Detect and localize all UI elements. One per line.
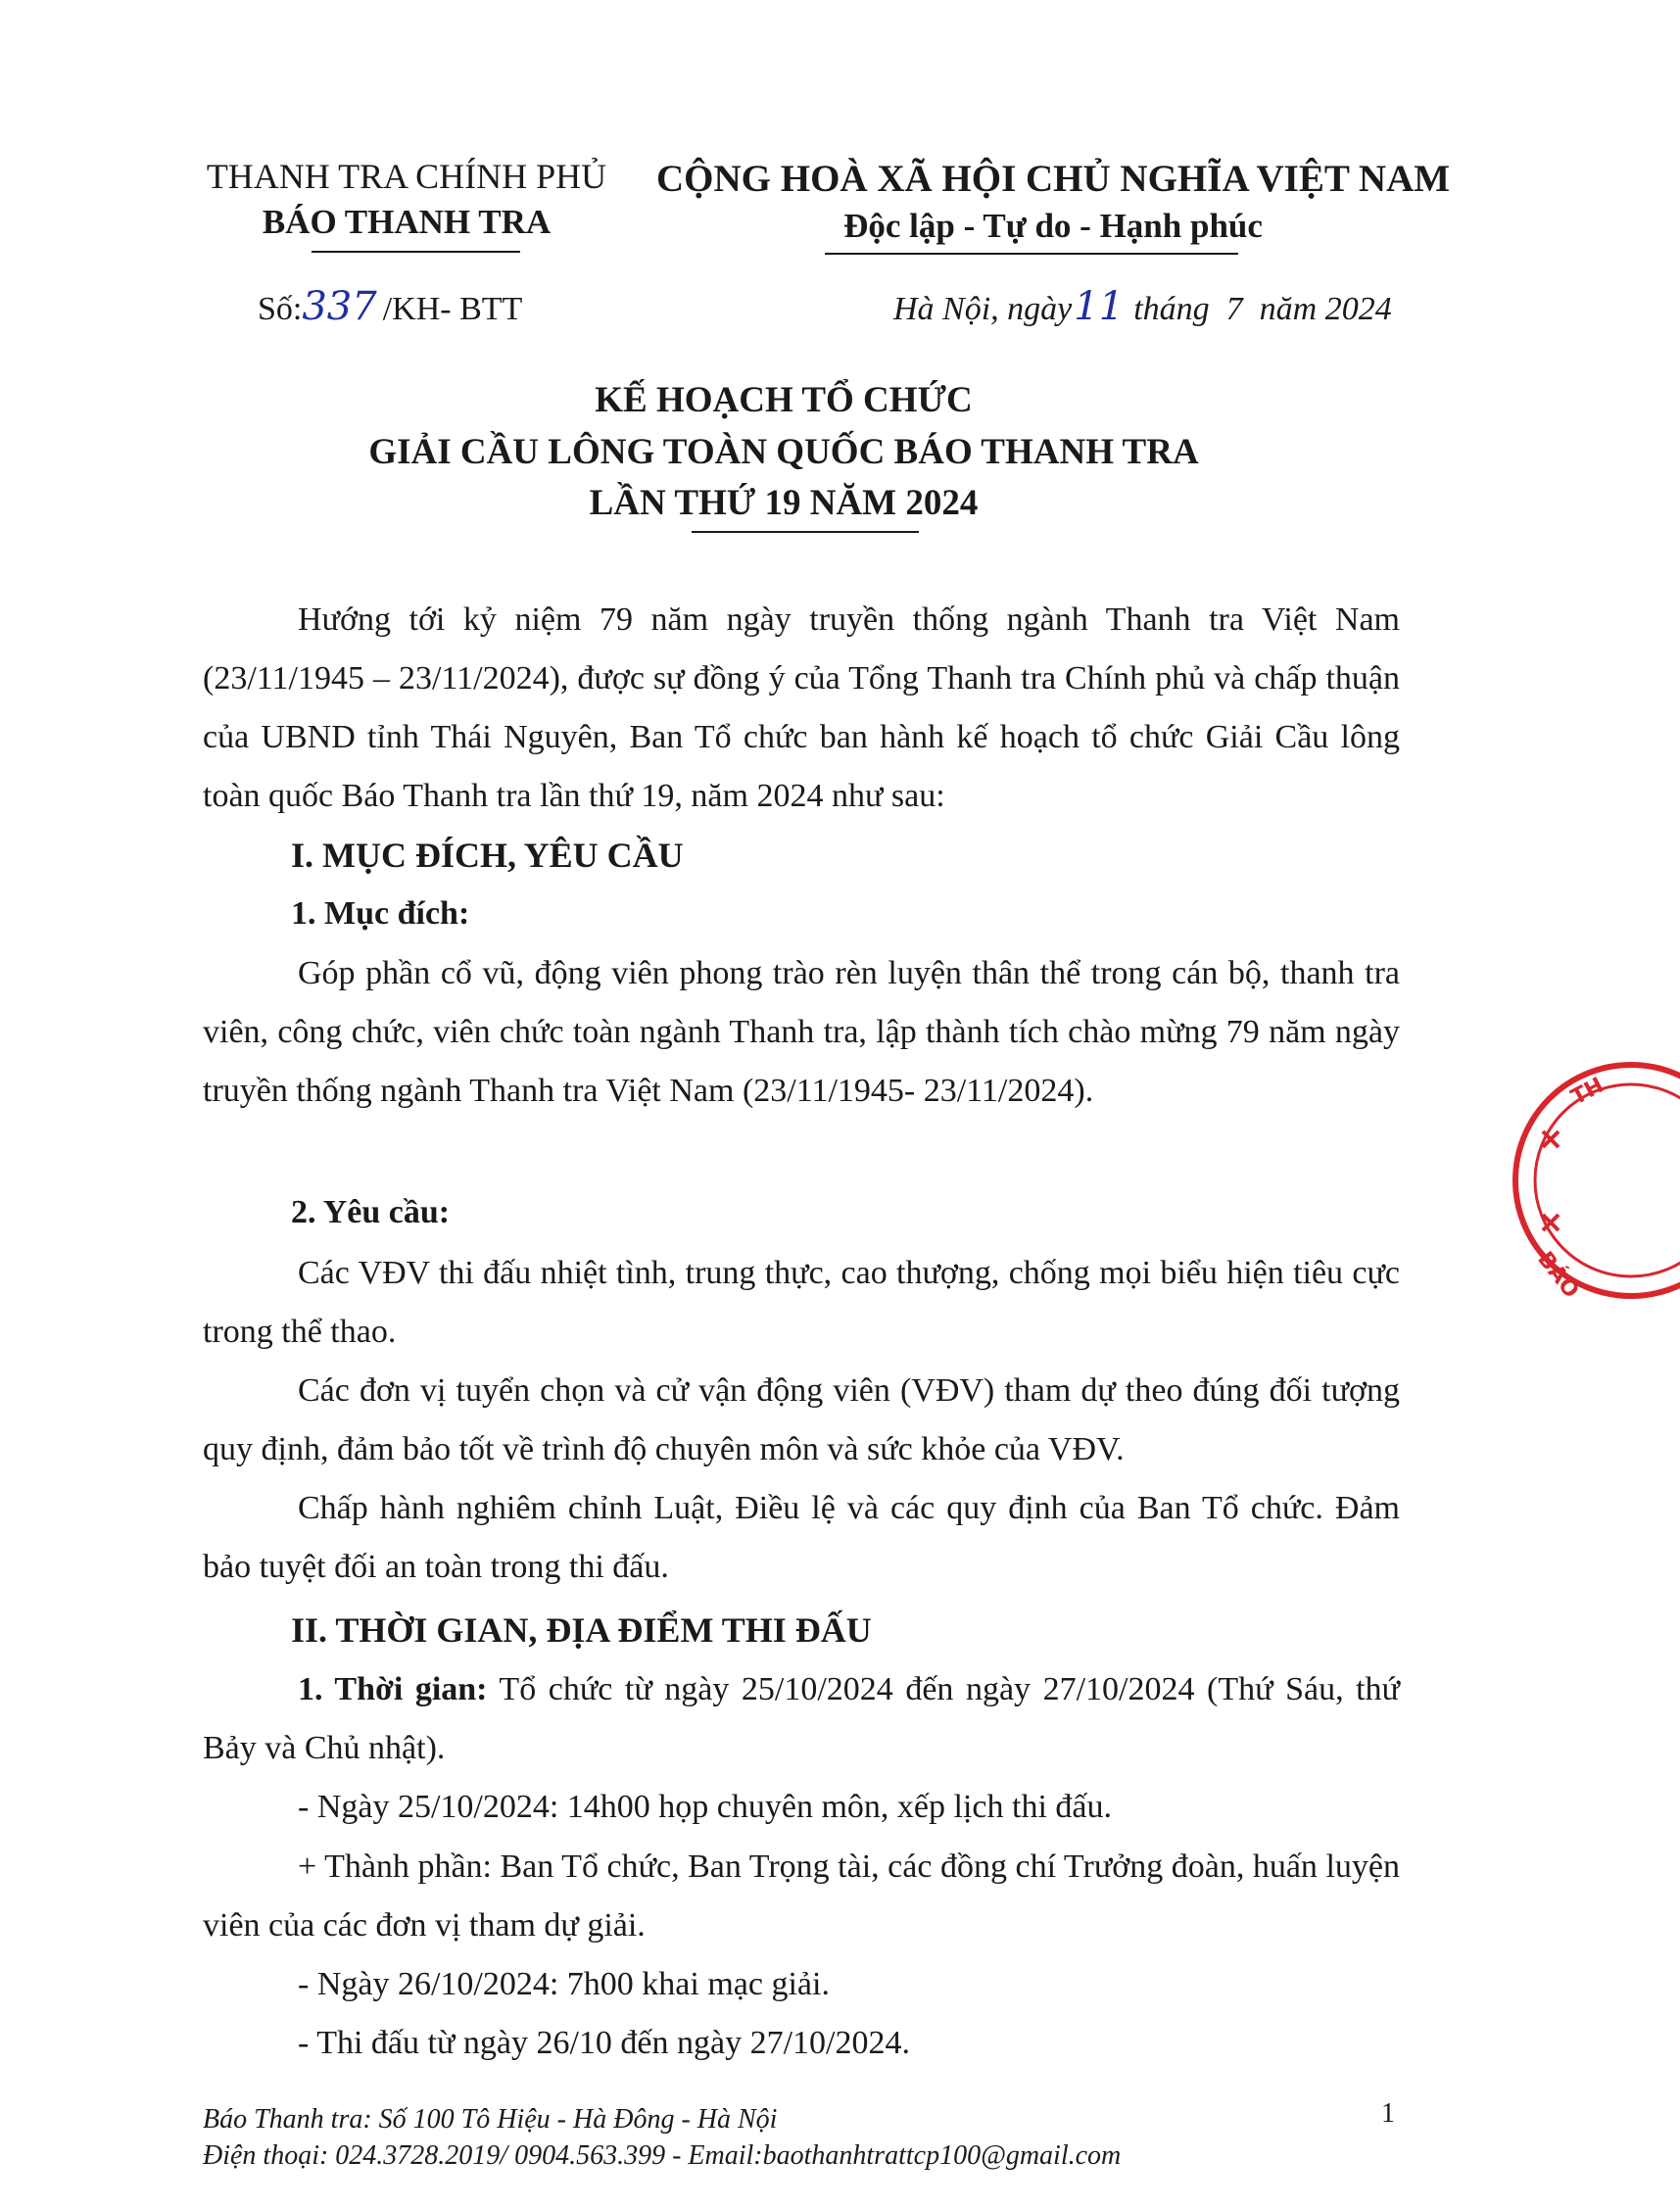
- footer-contact: Điện thoại: 024.3728.2019/ 0904.563.399 - Email:baothanhtrattcp100@gmail.com: [203, 2140, 1122, 2171]
- doc-title-line2: GIẢI CẦU LÔNG TOÀN QUỐC BÁO THANH TRA: [368, 432, 1199, 472]
- page-number: 1: [1381, 2098, 1395, 2129]
- purpose-heading: 1. Mục đích:: [291, 895, 470, 932]
- doc-number-handwritten: 337: [302, 284, 377, 329]
- time-item-3: - Ngày 26/10/2024: 7h00 khai mạc giải.: [298, 1966, 830, 2002]
- document-number: [258, 284, 522, 329]
- time-label: 1. Thời gian:: [298, 1671, 488, 1707]
- doc-number-prefix: Số:: [258, 291, 303, 327]
- doc-title-line3: LẦN THỨ 19 NĂM 2024: [589, 483, 979, 523]
- requirement-paragraph-1: Các VĐV thi đấu nhiệt tình, trung thực, cao thượng, chống mọi biểu hiện tiêu cực trong thể thao.: [203, 1255, 1400, 1350]
- seal-stamp-icon: [1504, 1058, 1680, 1303]
- agency-parent: THANH TRA CHÍNH PHỦ: [206, 157, 607, 196]
- nation-motto: Độc lập - Tự do - Hạnh phúc: [843, 207, 1263, 245]
- doc-number-suffix: /KH- BTT: [382, 291, 523, 327]
- agency-name: BÁO THANH TRA: [262, 203, 552, 241]
- date-day-handwritten: 11: [1074, 284, 1125, 329]
- date-prefix: Hà Nội, ngày: [893, 291, 1073, 327]
- time-text: Tổ chức từ ngày 25/10/2024 đến ngày 27/10/2024 (Thứ Sáu, thứ Bảy và Chủ nhật).: [203, 1671, 1400, 1766]
- purpose-paragraph: Góp phần cổ vũ, động viên phong trào rèn luyện thân thể trong cán bộ, thanh tra viên, công chức, viên chức toàn ngành Thanh tra, lập thành tích chào mừng 79 năm ngày truyền thống ngành Thanh tra Việt Nam (23/11/1945- 23/11/2024).: [203, 955, 1400, 1109]
- motto-underline: [825, 253, 1238, 255]
- section1-heading: I. MỤC ĐÍCH, YÊU CẦU: [291, 836, 684, 875]
- time-item-2: + Thành phần: Ban Tổ chức, Ban Trọng tài, các đồng chí Trưởng đoàn, huấn luyện viên của các đơn vị tham dự giải.: [203, 1848, 1400, 1944]
- svg-text:BÁO: BÁO: [1532, 1247, 1584, 1304]
- doc-title-line1: KẾ HOẠCH TỔ CHỨC: [595, 380, 973, 420]
- time-item-1: - Ngày 25/10/2024: 14h00 họp chuyên môn, xếp lịch thi đấu.: [298, 1789, 1112, 1825]
- svg-text:TH: TH: [1567, 1073, 1608, 1111]
- agency-underline: [312, 251, 520, 253]
- title-underline: [692, 531, 919, 533]
- intro-paragraph: Hướng tới kỷ niệm 79 năm ngày truyền thống ngành Thanh tra Việt Nam (23/11/1945 – 23/11/2024), được sự đồng ý của Tổng Thanh tra Chính phủ và chấp thuận của UBND tỉnh Thái Nguyên, Ban Tổ chức ban hành kế hoạch tổ chức Giải Cầu lông toàn quốc Báo Thanh tra lần thứ 19, năm 2024 như sau:: [203, 601, 1400, 814]
- requirement-paragraph-2: Các đơn vị tuyển chọn và cử vận động viên (VĐV) tham dự theo đúng đối tượng quy định, đảm bảo tốt về trình độ chuyên môn và sức khỏe của VĐV.: [203, 1372, 1400, 1467]
- date-suffix: tháng 7 năm 2024: [1133, 291, 1392, 327]
- time-item-4: - Thi đấu từ ngày 26/10 đến ngày 27/10/2024.: [298, 2025, 910, 2061]
- document-date: [893, 284, 1392, 329]
- time-paragraph: [203, 1660, 1400, 1778]
- requirement-heading: 2. Yêu cầu:: [291, 1194, 451, 1230]
- footer-address: Báo Thanh tra: Số 100 Tô Hiệu - Hà Đông - Hà Nội: [203, 2104, 778, 2135]
- nation-title: CỘNG HOÀ XÃ HỘI CHỦ NGHĨA VIỆT NAM: [656, 158, 1451, 200]
- requirement-paragraph-3: Chấp hành nghiêm chỉnh Luật, Điều lệ và các quy định của Ban Tổ chức. Đảm bảo tuyệt đối an toàn trong thi đấu.: [203, 1490, 1400, 1585]
- section2-heading: II. THỜI GIAN, ĐỊA ĐIỂM THI ĐẤU: [291, 1610, 872, 1650]
